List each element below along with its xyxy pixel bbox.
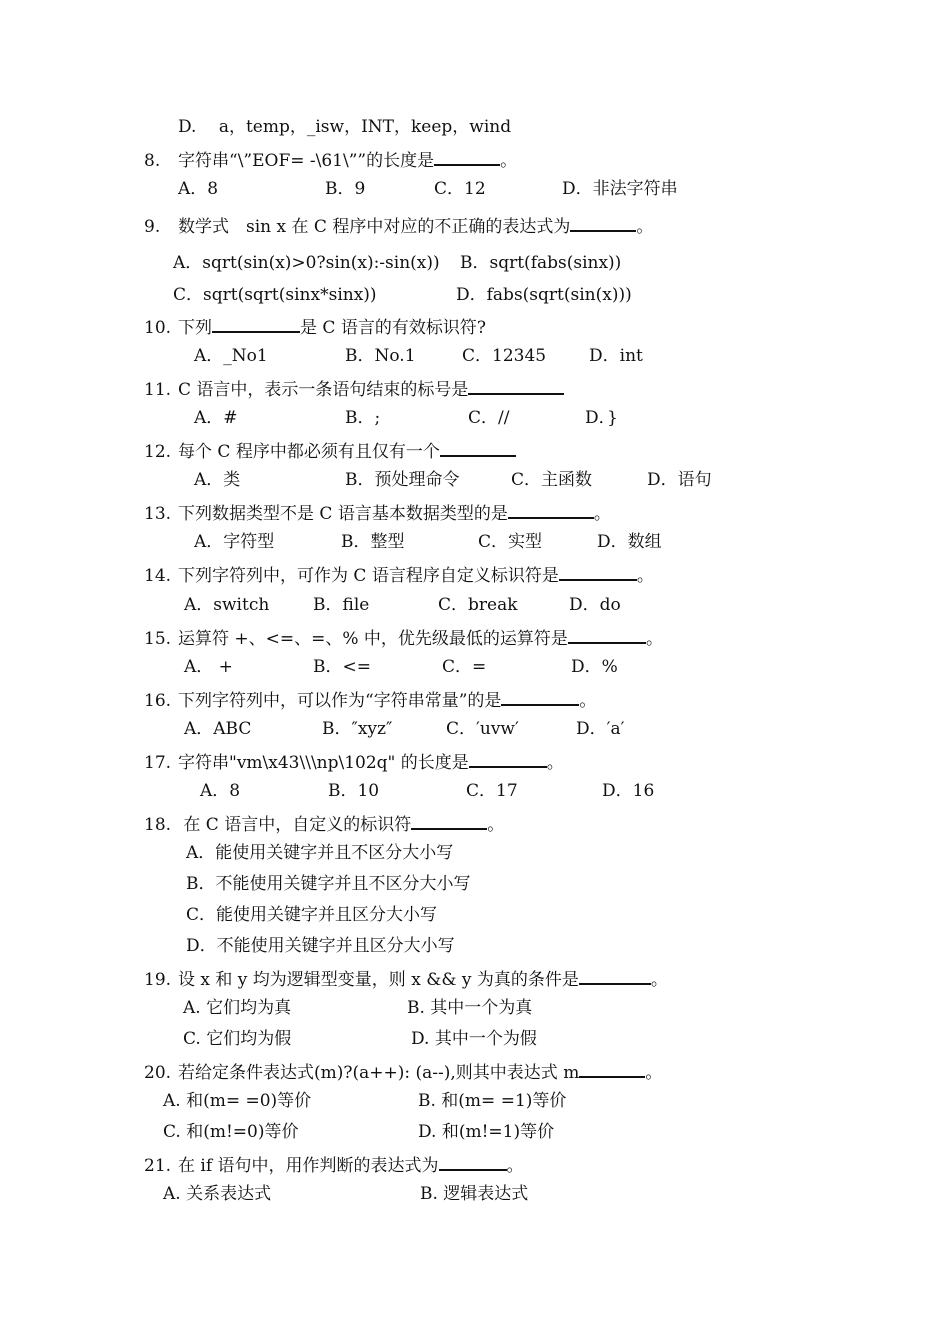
answer-option: D．非法字符串 <box>562 179 678 199</box>
answer-option: A．字符型 <box>194 532 275 552</box>
answer-blank <box>570 213 636 232</box>
answer-option: C．sqrt(sqrt(sinx*sinx)) <box>173 285 377 305</box>
question-suffix: 。 <box>579 691 597 711</box>
answer-option: A．_No1 <box>194 346 268 366</box>
answer-option: D．不能使用关键字并且区分大小写 <box>186 936 455 956</box>
question-number: 11. <box>144 380 172 400</box>
answer-option: B．″xyz″ <box>322 719 393 739</box>
answer-option: A．switch <box>184 595 270 615</box>
answer-option: A．8 <box>178 179 219 199</box>
question-line <box>144 625 663 650</box>
question-line <box>144 314 486 339</box>
question-text: 下列字符列中，可以作为“字符串常量”的是 <box>178 691 502 711</box>
answer-option: C．实型 <box>478 532 543 552</box>
answer-option: A. 关系表达式 <box>163 1184 272 1204</box>
answer-option: A．能使用关键字并且不区分大小写 <box>186 843 454 863</box>
question-line <box>144 213 653 238</box>
question-suffix: 。 <box>636 217 654 237</box>
answer-blank <box>434 147 500 166</box>
question-number: 15. <box>144 629 172 649</box>
question-text: 在 C 语言中，自定义的标识符 <box>178 815 412 835</box>
question-number: 14. <box>144 566 172 586</box>
answer-option: D．数组 <box>597 532 662 552</box>
answer-blank <box>411 811 487 830</box>
answer-option: A. 它们均为真 <box>183 998 292 1018</box>
answer-option: A．ABC <box>184 719 252 739</box>
answer-option: A． + <box>184 657 233 677</box>
answer-blank <box>559 562 637 581</box>
answer-option: C. 它们均为假 <box>183 1029 292 1049</box>
question-line <box>144 562 654 587</box>
answer-option: B．<= <box>313 657 371 677</box>
question-number: 12. <box>144 442 172 462</box>
answer-option: D．fabs(sqrt(sin(x))) <box>456 285 632 305</box>
answer-option: B．file <box>313 595 370 615</box>
question-number: 20. <box>144 1063 172 1083</box>
answer-option: D．do <box>569 595 621 615</box>
answer-option: D．} <box>585 408 618 428</box>
question-text: 数学式 sin x 在 C 程序中对应的不正确的表达式为 <box>178 217 571 237</box>
question-text: C 语言中，表示一条语句结束的标号是 <box>178 380 469 400</box>
answer-option: C. 和(m!=0)等价 <box>163 1122 299 1142</box>
question-suffix: 。 <box>650 970 668 990</box>
answer-option: B．No.1 <box>345 346 416 366</box>
question-number: 21. <box>144 1156 172 1176</box>
answer-option: D. a，temp，_isw，INT，keep，wind <box>178 117 512 137</box>
question-number: 9. <box>144 217 161 237</box>
answer-option: A．# <box>194 408 238 428</box>
question-text: 下列 <box>178 318 212 338</box>
answer-option: D．% <box>571 657 618 677</box>
question-line <box>144 376 564 401</box>
answer-option: D．16 <box>602 781 655 801</box>
question-number: 13. <box>144 504 172 524</box>
answer-option: C．′uvw′ <box>446 719 519 739</box>
answer-option: B．10 <box>328 781 380 801</box>
answer-option: C．= <box>442 657 487 677</box>
answer-option: C．12 <box>434 179 486 199</box>
question-text: 设 x 和 y 均为逻辑型变量，则 x && y 为真的条件是 <box>178 970 579 990</box>
question-suffix: 。 <box>645 1063 663 1083</box>
answer-option: C．主函数 <box>511 470 593 490</box>
answer-blank <box>579 966 651 985</box>
question-suffix: 。 <box>546 753 564 773</box>
question-suffix: 。 <box>500 151 518 171</box>
answer-option: B．sqrt(fabs(sinx)) <box>460 253 622 273</box>
question-line <box>144 438 516 463</box>
answer-blank <box>508 500 594 519</box>
question-suffix: 是 C 语言的有效标识符? <box>300 318 486 338</box>
question-suffix: 。 <box>636 566 654 586</box>
answer-option: D. 其中一个为假 <box>411 1029 537 1049</box>
answer-option: D. 和(m!=1)等价 <box>418 1122 555 1142</box>
question-text: 每个 C 程序中都必须有且仅有一个 <box>178 442 440 462</box>
question-number: 19. <box>144 970 172 990</box>
answer-blank <box>439 1152 507 1171</box>
answer-option: A．类 <box>194 470 241 490</box>
answer-option: B．不能使用关键字并且不区分大小写 <box>186 874 471 894</box>
answer-option: C．break <box>438 595 518 615</box>
answer-blank <box>579 1059 645 1078</box>
question-text: 在 if 语句中，用作判断的表达式为 <box>178 1156 439 1176</box>
answer-option: D．int <box>589 346 643 366</box>
answer-option: A．8 <box>200 781 241 801</box>
answer-option: C．12345 <box>462 346 547 366</box>
question-line <box>144 1152 524 1177</box>
answer-option: B．9 <box>325 179 366 199</box>
question-line <box>144 966 668 991</box>
question-suffix: 。 <box>487 815 505 835</box>
question-text: 下列数据类型不是 C 语言基本数据类型的是 <box>178 504 508 524</box>
answer-option: B. 和(m= =1)等价 <box>418 1091 567 1111</box>
answer-option: B. 逻辑表达式 <box>420 1184 529 1204</box>
question-suffix: 。 <box>645 629 663 649</box>
answer-blank <box>568 625 646 644</box>
answer-option: D．′a′ <box>576 719 625 739</box>
answer-option: B．预处理命令 <box>345 470 460 490</box>
question-text: 下列字符列中，可作为 C 语言程序自定义标识符是 <box>178 566 559 586</box>
question-text: 若给定条件表达式(m)?(a++): (a--),则其中表达式 m <box>178 1063 580 1083</box>
question-text: 字符串"vm\x43\\\np\102q" 的长度是 <box>178 753 469 773</box>
question-number: 10. <box>144 318 172 338</box>
question-text: 运算符 +、<=、=、% 中，优先级最低的运算符是 <box>178 629 568 649</box>
question-text: 字符串“\”EOF= -\61\””的长度是 <box>178 151 435 171</box>
answer-option: C．17 <box>466 781 518 801</box>
question-line <box>144 687 596 712</box>
answer-option: C．// <box>468 408 510 428</box>
question-number: 8. <box>144 151 161 171</box>
question-line <box>144 749 564 774</box>
answer-option: A．sqrt(sin(x)>0?sin(x):-sin(x)) <box>173 253 440 273</box>
answer-blank <box>212 314 300 333</box>
answer-option: B．; <box>345 408 381 428</box>
question-line <box>144 147 517 172</box>
answer-option: B．整型 <box>341 532 405 552</box>
answer-option: D．语句 <box>647 470 712 490</box>
answer-option: A. 和(m= =0)等价 <box>163 1091 312 1111</box>
answer-option: B. 其中一个为真 <box>407 998 533 1018</box>
answer-blank <box>469 749 547 768</box>
question-suffix: 。 <box>506 1156 524 1176</box>
question-suffix: 。 <box>593 504 611 524</box>
question-line <box>144 811 504 836</box>
question-number: 17. <box>144 753 172 773</box>
question-line <box>144 500 611 525</box>
answer-blank <box>440 438 516 457</box>
question-number: 16. <box>144 691 172 711</box>
question-number: 18. <box>144 815 172 835</box>
question-line <box>144 1059 662 1084</box>
answer-blank <box>468 376 564 395</box>
answer-blank <box>501 687 579 706</box>
answer-option: C．能使用关键字并且区分大小写 <box>186 905 438 925</box>
